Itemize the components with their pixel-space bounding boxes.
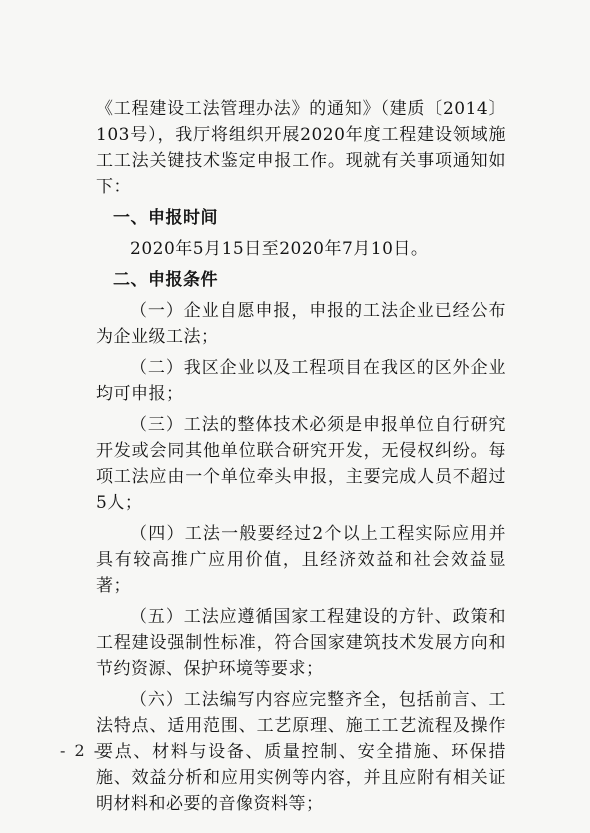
document-body — [96, 96, 506, 822]
condition-3: （三）工法的整体技术必须是申报单位自行研究开发或会同其他单位联合研究开发，无侵权纠纷。每项工法应由一个单位牵头申报，主要完成人员不超过5人； — [96, 415, 506, 513]
page-number: - 2 - — [60, 741, 102, 760]
section-heading-time: 一、申报时间 — [113, 208, 218, 228]
condition-6: （六）工法编写内容应完整齐全，包括前言、工法特点、适用范围、工艺原理、施工工艺流程及操作要点、材料与设备、质量控制、安全措施、环保措施、效益分析和应用实例等内容，并且应附有相关证明材料和必要的音像资料等； — [96, 690, 506, 814]
time-paragraph: 2020年5月15日至2020年7月10日。 — [130, 239, 429, 259]
condition-4: （四）工法一般要经过2个以上工程实际应用并具有较高推广应用价值，且经济效益和社会效益显著； — [96, 524, 506, 596]
section-heading-conditions: 二、申报条件 — [113, 270, 218, 290]
condition-1: （一）企业自愿申报，申报的工法企业已经公布为企业级工法； — [96, 301, 506, 347]
condition-2: （二）我区企业以及工程项目在我区的区外企业均可申报； — [96, 358, 506, 404]
condition-5: （五）工法应遵循国家工程建设的方针、政策和工程建设强制性标准，符合国家建筑技术发展方向和节约资源、保护环境等要求； — [96, 607, 506, 679]
intro-paragraph: 《工程建设工法管理办法》的通知》（建质〔2014〕103号），我厅将组织开展2020年度工程建设领域施工工法关键技术鉴定申报工作。现就有关事项通知如下： — [96, 99, 506, 197]
